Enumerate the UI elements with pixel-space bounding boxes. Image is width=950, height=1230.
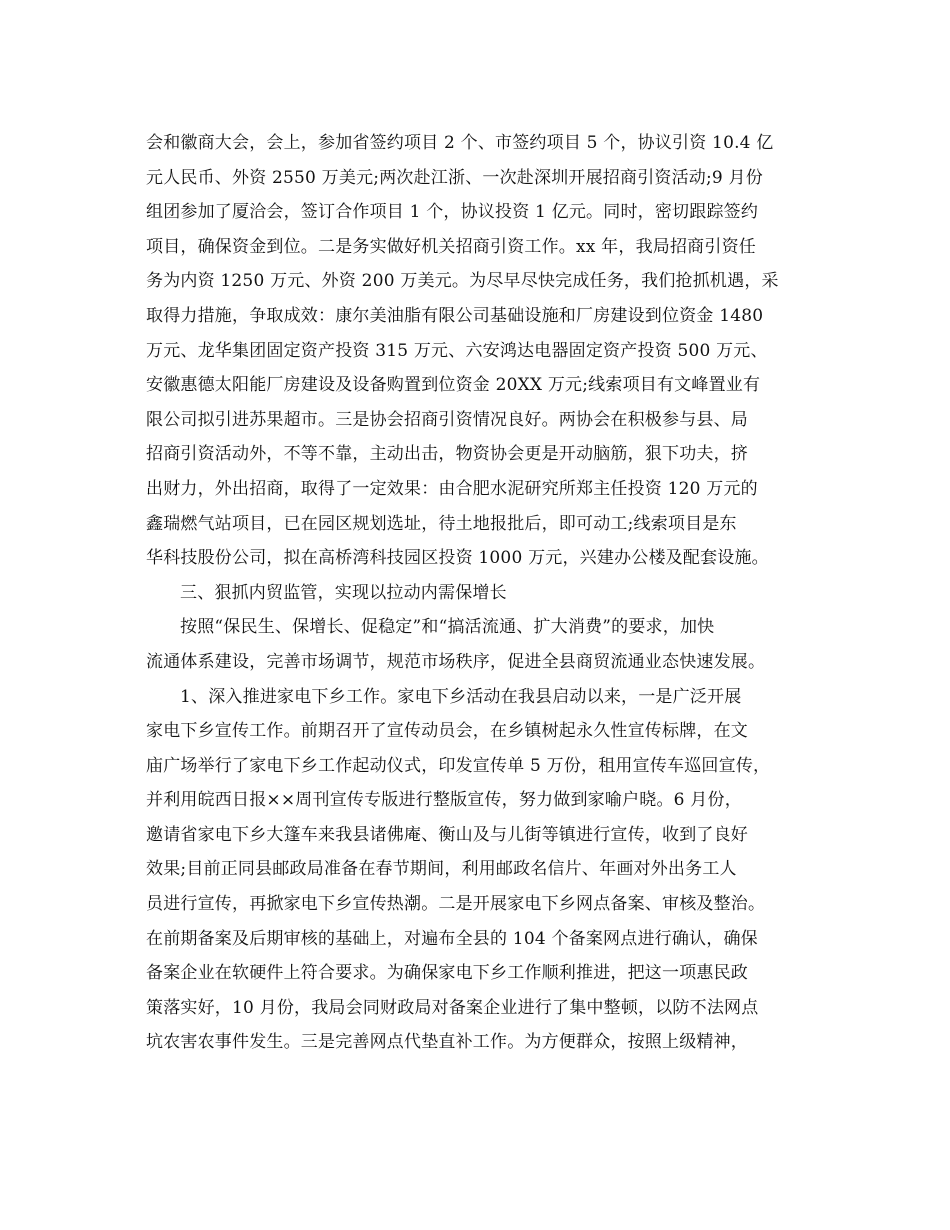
- text-line: 项目，确保资金到位。二是务实做好机关招商引资工作。xx 年，我局招商引资任: [146, 236, 756, 257]
- text-line: 招商引资活动外，不等不靠，主动出击，物资协会更是开动脑筋，狠下功夫，挤: [146, 444, 748, 465]
- text-line: 元人民币、外资 2550 万美元;两次赴江浙、一次赴深圳开展招商引资活动;9 月份: [146, 167, 763, 188]
- text-line: 流通体系建设，完善市场调节，规范市场秩序，促进全县商贸流通业态快速发展。: [146, 651, 766, 672]
- text-line: 限公司拟引进苏果超市。三是协会招商引资情况良好。两协会在积极参与县、局: [146, 409, 748, 430]
- text-line: 安徽惠德太阳能厂房建设及设备购置到位资金 20XX 万元;线索项目有文峰置业有: [146, 375, 761, 396]
- text-line: 坑农害农事件发生。三是完善网点代垫直补工作。为方便群众，按照上级精神，: [146, 1032, 748, 1053]
- document-body-text: [146, 126, 811, 1060]
- text-line: 策落实好，10 月份，我局会同财政局对备案企业进行了集中整顿，以防不法网点: [146, 997, 759, 1018]
- text-line: 并利用皖西日报××周刊宣传专版进行整版宣传，努力做到家喻户晓。6 月份，: [146, 790, 742, 811]
- text-line: 家电下乡宣传工作。前期召开了宣传动员会，在乡镇树起永久性宣传标牌，在文: [146, 721, 748, 742]
- text-line: 效果;目前正同县邮政局准备在春节期间，利用邮政名信片、年画对外出务工人: [146, 859, 737, 880]
- text-line: 出财力，外出招商，取得了一定效果：由合肥水泥研究所郑主任投资 120 万元的: [146, 478, 758, 499]
- text-line: 1、深入推进家电下乡工作。家电下乡活动在我县启动以来，一是广泛开展: [180, 686, 742, 707]
- text-line: 员进行宣传，再掀家电下乡宣传热潮。二是开展家电下乡网点备案、审核及整治。: [146, 894, 766, 915]
- text-line: 务为内资 1250 万元、外资 200 万美元。为尽早尽快完成任务，我们抢抓机遇，采: [146, 271, 779, 292]
- text-line: 按照“保民生、保增长、促稳定”和“搞活流通、扩大消费”的要求，加快: [180, 617, 715, 638]
- text-line: 邀请省家电下乡大篷车来我县诸佛庵、衡山及与儿街等镇进行宣传，收到了良好: [146, 824, 748, 845]
- text-line: 组团参加了厦洽会，签订合作项目 1 个，协议投资 1 亿元。同时，密切跟踪签约: [146, 202, 759, 223]
- text-line: 备案企业在软硬件上符合要求。为确保家电下乡工作顺利推进，把这一项惠民政: [146, 963, 748, 984]
- text-line: 庙广场举行了家电下乡工作起动仪式，印发宣传单 5 万份，租用宣传车巡回宣传，: [146, 755, 771, 776]
- text-line: 取得力措施，争取成效：康尔美油脂有限公司基础设施和厂房建设到位资金 1480: [146, 305, 764, 326]
- section-heading: 三、狠抓内贸监管，实现以拉动内需保增长: [180, 582, 507, 603]
- text-line: 华科技股份公司，拟在高桥湾科技园区投资 1000 万元，兴建办公楼及配套设施。: [146, 548, 769, 569]
- text-line: 万元、龙华集团固定资产投资 315 万元、六安鸿达电器固定资产投资 500 万元、: [146, 340, 768, 361]
- text-line: 鑫瑞燃气站项目，已在园区规划选址，待土地报批后，即可动工;线索项目是东: [146, 513, 737, 534]
- text-line: 会和徽商大会，会上，参加省签约项目 2 个、市签约项目 5 个，协议引资 10.4 亿: [146, 133, 774, 153]
- text-line: 在前期备案及后期审核的基础上，对遍布全县的 104 个备案网点进行确认，确保: [146, 928, 758, 949]
